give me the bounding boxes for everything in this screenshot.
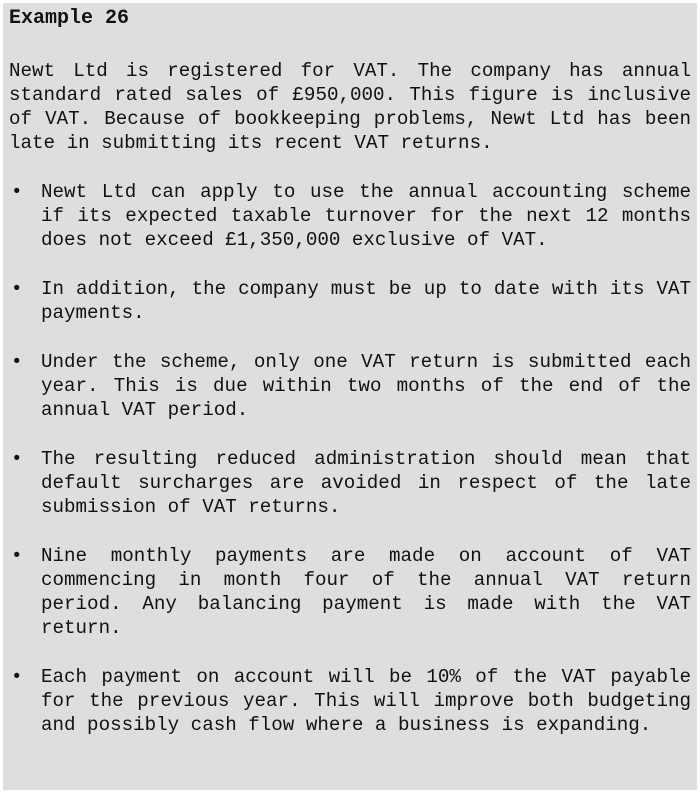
bullet-item <box>9 180 691 252</box>
bullet-text: The resulting reduced administration should mean that default surcharges are avoided in respect of the late submission of VAT returns. <box>41 448 691 518</box>
bullet-text: Nine monthly payments are made on account of VAT commencing in month four of the annual VAT return period. Any balancing payment is made with the VAT return. <box>41 545 691 639</box>
example-panel <box>3 3 697 790</box>
bullet-dot-icon: • <box>11 666 23 688</box>
bullet-text: Under the scheme, only one VAT return is submitted each year. This is due within two months of the end of the annual VAT period. <box>41 351 691 421</box>
bullet-text: Newt Ltd can apply to use the annual accounting scheme if its expected taxable turnover for the next 12 months does not exceed £1,350,000 exclusive of VAT. <box>41 181 691 251</box>
bullet-item <box>9 665 691 737</box>
bullet-dot-icon: • <box>11 181 23 203</box>
bullet-text: In addition, the company must be up to date with its VAT payments. <box>41 278 691 324</box>
intro-paragraph: Newt Ltd is registered for VAT. The company has annual standard rated sales of £950,000. This figure is inclusive of VAT. Because of bookkeeping problems, Newt Ltd has been late in submitting its recent VAT returns. <box>9 60 691 154</box>
bullet-dot-icon: • <box>11 351 23 373</box>
bullet-item <box>9 277 691 325</box>
bullet-dot-icon: • <box>11 545 23 567</box>
bullet-dot-icon: • <box>11 278 23 300</box>
bullet-text: Each payment on account will be 10% of the VAT payable for the previous year. This will improve both budgeting and possibly cash flow where a business is expanding. <box>41 666 691 736</box>
bullet-item <box>9 447 691 519</box>
bullet-dot-icon: • <box>11 448 23 470</box>
bullet-item <box>9 544 691 640</box>
bullet-list <box>9 180 691 737</box>
bullet-item <box>9 350 691 422</box>
example-title: Example 26 <box>9 7 130 30</box>
